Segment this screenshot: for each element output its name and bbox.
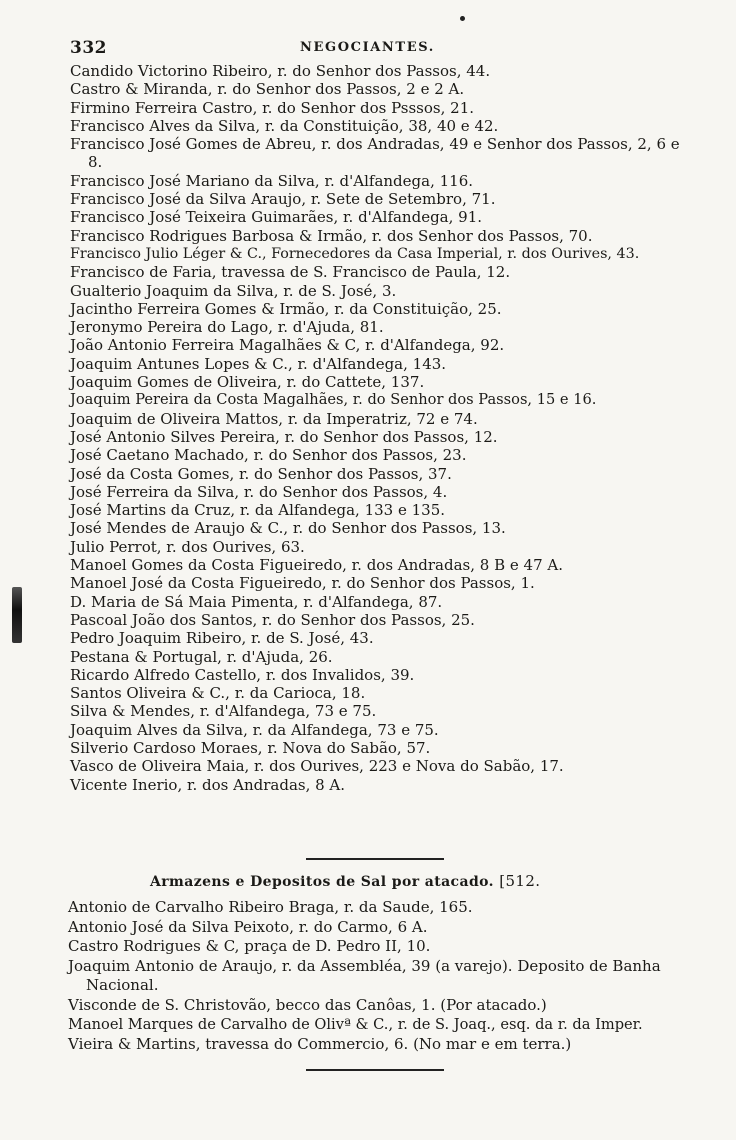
list-item: Joaquim Antunes Lopes & C., r. d'Alfandega, 143.	[70, 354, 447, 373]
library-stamp-mark	[12, 587, 22, 643]
list-item: Pascoal João dos Santos, r. do Senhor dos Passos, 25.	[70, 610, 475, 629]
list-item: José Mendes de Araujo & C., r. do Senhor dos Passos, 13.	[70, 519, 506, 538]
section-heading	[150, 872, 650, 890]
list-item: Pestana & Portugal, r. d'Ajuda, 26.	[70, 647, 333, 666]
list-item: Francisco José da Silva Araujo, r. Sete de Setembro, 71.	[70, 190, 496, 209]
list-item: Santos Oliveira & C., r. da Carioca, 18.	[70, 684, 366, 703]
list-item: Vasco de Oliveira Maia, r. dos Ourives, 223 e Nova do Sabão, 17.	[70, 757, 564, 776]
printers-dot	[460, 16, 465, 21]
list-item: Manoel Gomes da Costa Figueiredo, r. dos Andradas, 8 B e 47 A.	[70, 556, 563, 575]
list-item: Manoel Marques de Carvalho de Olivª & C., r. de S. Joaq., esq. da r. da Imper.	[68, 1016, 643, 1033]
list-item: Castro & Miranda, r. do Senhor dos Passos, 2 e 2 A.	[70, 80, 465, 99]
merchant-list	[70, 62, 710, 794]
page-number: 332	[70, 38, 107, 58]
section-title: Armazens e Depositos de Sal por atacado.	[150, 874, 494, 890]
list-item: José Antonio Silves Pereira, r. do Senhor dos Passos, 12.	[70, 427, 498, 446]
list-item: Joaquim Pereira da Costa Magalhães, r. do Senhor dos Passos, 15 e 16.	[70, 391, 597, 409]
list-item: Francisco Julio Léger & C., Fornecedores da Casa Imperial, r. dos Ourives, 43.	[70, 245, 640, 262]
list-item: José Ferreira da Silva, r. do Senhor dos Passos, 4.	[70, 482, 448, 501]
list-item: Ricardo Alfredo Castello, r. dos Invalidos, 39.	[70, 665, 415, 684]
list-item: Gualterio Joaquim da Silva, r. de S. José, 3.	[70, 281, 397, 300]
list-item: Antonio de Carvalho Ribeiro Braga, r. da Saude, 165.	[68, 898, 473, 916]
list-item: José Caetano Machado, r. do Senhor dos Passos, 23.	[70, 446, 467, 465]
list-item: Antonio José da Silva Peixoto, r. do Carmo, 6 A.	[68, 917, 428, 936]
list-item: Firmino Ferreira Castro, r. do Senhor dos Psssos, 21.	[70, 98, 475, 117]
list-item: Joaquim Antonio de Araujo, r. da Assembléa, 39 (a varejo). Deposito de Banha Nacional.	[68, 956, 661, 994]
section-page-ref: [512.	[499, 872, 541, 890]
list-item: Francisco José Gomes de Abreu, r. dos Andradas, 49 e Senhor dos Passos, 2, 6 e 8.	[70, 135, 680, 172]
salt-depot-list	[68, 898, 718, 1054]
list-item: Joaquim Alves da Silva, r. da Alfandega, 73 e 75.	[70, 720, 439, 739]
page-header	[70, 38, 670, 60]
list-item: José Martins da Cruz, r. da Alfandega, 133 e 135.	[70, 501, 446, 520]
list-item: Jeronymo Pereira do Lago, r. d'Ajuda, 81.	[70, 318, 384, 337]
running-title: NEGOCIANTES.	[300, 40, 435, 55]
list-item: Silverio Cardoso Moraes, r. Nova do Sabão, 57.	[70, 738, 431, 757]
list-item: Visconde de S. Christovão, becco das Canôas, 1. (Por atacado.)	[68, 995, 547, 1014]
list-item: Pedro Joaquim Ribeiro, r. de S. José, 43.	[70, 629, 374, 648]
list-item: Francisco José Mariano da Silva, r. d'Alfandega, 116.	[70, 171, 474, 190]
list-item: Joaquim de Oliveira Mattos, r. da Imperatriz, 72 e 74.	[70, 409, 478, 428]
list-item: Vicente Inerio, r. dos Andradas, 8 A.	[70, 775, 346, 794]
end-divider	[306, 1069, 444, 1071]
list-item: Vieira & Martins, travessa do Commercio, 6. (No mar e em terra.)	[68, 1034, 572, 1053]
list-item: Francisco Rodrigues Barbosa & Irmão, r. dos Senhor dos Passos, 70.	[70, 226, 593, 245]
list-item: José da Costa Gomes, r. do Senhor dos Passos, 37.	[70, 464, 452, 483]
list-item: Francisco Alves da Silva, r. da Constituição, 38, 40 e 42.	[70, 116, 499, 135]
list-item: D. Maria de Sá Maia Pimenta, r. d'Alfandega, 87.	[70, 592, 443, 611]
list-item: Julio Perrot, r. dos Ourives, 63.	[70, 537, 305, 556]
list-item: Silva & Mendes, r. d'Alfandega, 73 e 75.	[70, 702, 377, 721]
list-item: Francisco José Teixeira Guimarães, r. d'Alfandega, 91.	[70, 208, 483, 227]
list-item: Candido Victorino Ribeiro, r. do Senhor dos Passos, 44.	[70, 62, 491, 80]
list-item: Joaquim Gomes de Oliveira, r. do Cattete, 137.	[70, 373, 425, 392]
list-item: Castro Rodrigues & C, praça de D. Pedro II, 10.	[68, 937, 431, 955]
list-item: Manoel José da Costa Figueiredo, r. do Senhor dos Passos, 1.	[70, 574, 535, 593]
list-item: Jacintho Ferreira Gomes & Irmão, r. da Constituição, 25.	[70, 299, 502, 318]
list-item: Francisco de Faria, travessa de S. Francisco de Paula, 12.	[70, 263, 511, 282]
list-item: João Antonio Ferreira Magalhães & C, r. d'Alfandega, 92.	[70, 336, 505, 355]
section-divider	[306, 858, 444, 860]
